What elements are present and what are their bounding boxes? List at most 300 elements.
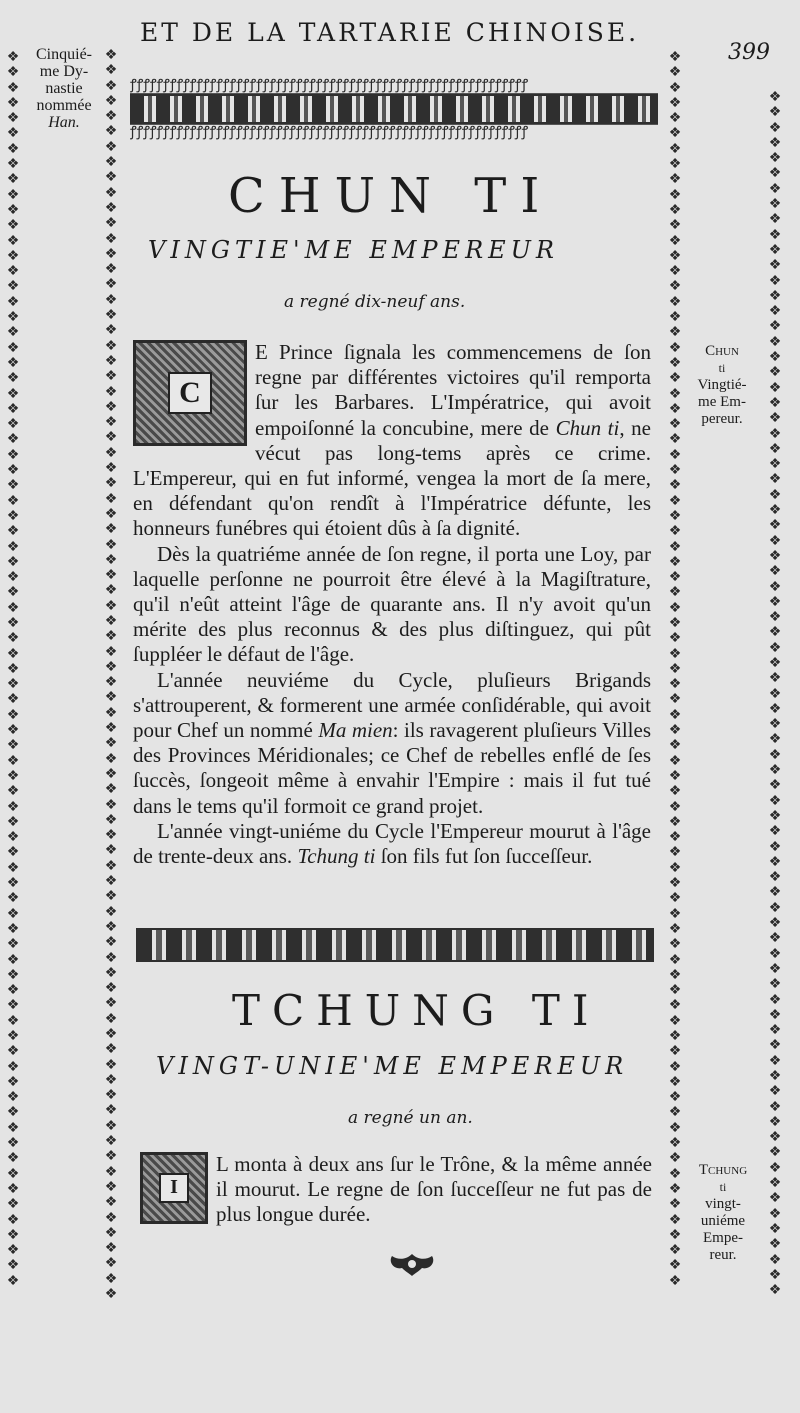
border-ornament-icon: ❖ [768,517,782,534]
border-ornament-icon: ❖ [6,507,20,524]
border-ornament-icon: ❖ [768,440,782,457]
border-ornament-icon: ❖ [668,1058,682,1075]
border-ornament-icon: ❖ [668,1165,682,1182]
border-ornament-icon: ❖ [668,232,682,249]
border-ornament-icon: ❖ [104,429,118,446]
border-ornament-icon: ❖ [6,263,20,280]
border-ornament-icon: ❖ [104,873,118,890]
border-ornament-icon: ❖ [104,1178,118,1195]
border-ornament-icon: ❖ [6,951,20,968]
paragraph-5: I L monta à deux ans ſur le Trône, & la même année il mourut. Le regne de ſon ſucceſſeur ne fut pas de plus longue durée. [140,1152,652,1228]
border-ornament-icon: ❖ [668,645,682,662]
ornamental-border-left-outer [6,50,20,1300]
border-ornament-icon: ❖ [668,1257,682,1274]
border-ornament-icon: ❖ [668,431,682,448]
border-ornament-icon: ❖ [6,752,20,769]
border-ornament-icon: ❖ [668,844,682,861]
border-ornament-icon: ❖ [768,869,782,886]
border-ornament-icon: ❖ [768,685,782,702]
border-ornament-icon: ❖ [768,134,782,151]
border-ornament-icon: ❖ [6,324,20,341]
border-ornament-icon: ❖ [6,1272,20,1289]
border-ornament-icon: ❖ [668,400,682,417]
border-ornament-icon: ❖ [668,79,682,96]
border-ornament-icon: ❖ [6,171,20,188]
border-ornament-icon: ❖ [768,731,782,748]
border-ornament-icon: ❖ [668,752,682,769]
border-ornament-icon: ❖ [104,108,118,125]
border-ornament-icon: ❖ [668,523,682,540]
border-ornament-icon: ❖ [6,1089,20,1106]
border-ornament-icon: ❖ [104,62,118,79]
border-ornament-icon: ❖ [104,215,118,232]
border-ornament-icon: ❖ [668,614,682,631]
border-ornament-icon: ❖ [668,263,682,280]
border-ornament-icon: ❖ [6,50,20,65]
border-ornament-icon: ❖ [668,875,682,892]
border-ornament-icon: ❖ [104,765,118,782]
border-ornament-icon: ❖ [668,492,682,509]
border-ornament-icon: ❖ [104,383,118,400]
border-ornament-icon: ❖ [668,1150,682,1167]
border-ornament-icon: ❖ [6,1058,20,1075]
border-ornament-icon: ❖ [104,352,118,369]
reign-duration-2: a regné un an. [348,1108,473,1128]
drop-cap-i: I [140,1152,208,1224]
border-ornament-icon: ❖ [768,609,782,626]
border-ornament-icon: ❖ [6,140,20,157]
ornamental-border-right-inner [668,50,682,1300]
border-ornament-icon: ❖ [768,1144,782,1161]
border-ornament-icon: ❖ [768,226,782,243]
border-ornament-icon: ❖ [668,1012,682,1029]
paragraph-3: L'année neuviéme du Cycle, pluſieurs Brigands s'attrouperent, & formerent une armée conſidérable, qui avoit pour Chef un nommé Ma mien: ils ravagerent pluſieurs Villes des Provinces Méridionales; ce Chef de rebelles enflé de ſes ſuccès, ſongeoit même à envahir l'Empire : mais il fut tué dans le tems qu'il formoit ce grand projet. [133,667,651,818]
border-ornament-icon: ❖ [6,936,20,953]
border-ornament-icon: ❖ [768,119,782,136]
border-ornament-icon: ❖ [6,1012,20,1029]
border-ornament-icon: ❖ [104,92,118,109]
border-ornament-icon: ❖ [668,966,682,983]
border-ornament-icon: ❖ [6,217,20,234]
border-ornament-icon: ❖ [668,722,682,739]
border-ornament-icon: ❖ [104,169,118,186]
border-ornament-icon: ❖ [768,257,782,274]
border-ornament-icon: ❖ [768,272,782,289]
drop-cap-c: C [133,340,247,446]
border-ornament-icon: ❖ [668,997,682,1014]
border-ornament-icon: ❖ [104,949,118,966]
border-ornament-icon: ❖ [104,674,118,691]
border-ornament-icon: ❖ [768,318,782,335]
border-ornament-icon: ❖ [768,180,782,197]
border-ornament-icon: ❖ [668,94,682,111]
name-tchung-ti: Tchung ti [297,844,376,869]
name-ma-mien: Ma mien [318,718,393,743]
border-ornament-icon: ❖ [668,783,682,800]
border-ornament-icon: ❖ [104,796,118,813]
border-ornament-icon: ❖ [668,156,682,173]
border-ornament-icon: ❖ [668,706,682,723]
border-ornament-icon: ❖ [104,689,118,706]
ornamental-border-right-outer [768,90,782,1305]
border-ornament-icon: ❖ [668,446,682,463]
border-ornament-icon: ❖ [768,762,782,779]
border-ornament-icon: ❖ [668,569,682,586]
border-ornament-icon: ❖ [104,704,118,721]
border-ornament-icon: ❖ [668,951,682,968]
border-ornament-icon: ❖ [104,781,118,798]
border-ornament-icon: ❖ [104,230,118,247]
border-ornament-icon: ❖ [668,1135,682,1152]
border-ornament-icon: ❖ [6,660,20,677]
border-ornament-icon: ❖ [768,792,782,809]
border-ornament-icon: ❖ [6,538,20,555]
border-ornament-icon: ❖ [768,746,782,763]
border-ornament-icon: ❖ [104,903,118,920]
section-title-tchung-ti: TCHUNG TI [232,986,601,1035]
border-ornament-icon: ❖ [6,737,20,754]
border-ornament-icon: ❖ [668,660,682,677]
border-ornament-icon: ❖ [768,1098,782,1115]
border-ornament-icon: ❖ [768,1266,782,1283]
border-ornament-icon: ❖ [768,547,782,564]
border-ornament-icon: ❖ [768,639,782,656]
border-ornament-icon: ❖ [668,110,682,127]
border-ornament-icon: ❖ [668,1028,682,1044]
margin-note-tchung-ti: Tchung ti vingt- uniéme Empe- reur. [698,1162,748,1263]
border-ornament-icon: ❖ [768,241,782,258]
border-ornament-icon: ❖ [6,722,20,739]
border-ornament-icon: ❖ [104,1240,118,1257]
border-ornament-icon: ❖ [768,502,782,519]
border-ornament-icon: ❖ [6,477,20,494]
border-ornament-icon: ❖ [6,416,20,433]
border-ornament-icon: ❖ [768,1129,782,1146]
border-ornament-icon: ❖ [768,196,782,213]
name-chun-ti: Chun ti [555,415,620,440]
border-ornament-icon: ❖ [104,368,118,385]
border-ornament-icon: ❖ [668,140,682,157]
border-ornament-icon: ❖ [6,813,20,830]
border-ornament-icon: ❖ [668,416,682,433]
border-ornament-icon: ❖ [104,612,118,629]
border-ornament-icon: ❖ [768,807,782,824]
border-ornament-icon: ❖ [668,1272,682,1289]
border-ornament-icon: ❖ [768,823,782,840]
border-ornament-icon: ❖ [768,90,782,105]
border-ornament-icon: ❖ [668,1242,682,1259]
border-ornament-icon: ❖ [104,444,118,461]
border-ornament-icon: ❖ [768,930,782,947]
border-ornament-icon: ❖ [768,777,782,794]
border-ornament-icon: ❖ [104,1026,118,1042]
border-ornament-icon: ❖ [6,1104,20,1121]
border-ornament-icon: ❖ [6,1242,20,1259]
border-ornament-icon: ❖ [768,976,782,993]
border-ornament-icon: ❖ [104,582,118,599]
border-ornament-icon: ❖ [668,982,682,999]
border-ornament-icon: ❖ [768,333,782,350]
border-ornament-icon: ❖ [668,278,682,295]
border-ornament-icon: ❖ [668,737,682,754]
border-ornament-icon: ❖ [6,1043,20,1060]
border-ornament-icon: ❖ [668,798,682,815]
border-ornament-icon: ❖ [668,1104,682,1121]
border-ornament-icon: ❖ [768,700,782,717]
border-ornament-icon: ❖ [6,1257,20,1274]
border-ornament-icon: ❖ [668,920,682,937]
border-ornament-icon: ❖ [768,1175,782,1192]
border-ornament-icon: ❖ [668,767,682,784]
border-ornament-icon: ❖ [104,934,118,951]
border-ornament-icon: ❖ [768,960,782,977]
border-ornament-icon: ❖ [668,905,682,922]
border-ornament-icon: ❖ [6,1150,20,1167]
border-ornament-icon: ❖ [768,884,782,901]
border-ornament-icon: ❖ [668,859,682,876]
border-ornament-icon: ❖ [104,643,118,660]
border-ornament-icon: ❖ [104,77,118,94]
section-subtitle-2: VINGT-UNIE'ME EMPEREUR [156,1052,629,1080]
border-ornament-icon: ❖ [104,735,118,752]
border-ornament-icon: ❖ [6,630,20,647]
border-ornament-icon: ❖ [104,521,118,538]
border-ornament-icon: ❖ [104,1102,118,1119]
border-ornament-icon: ❖ [668,217,682,234]
border-ornament-icon: ❖ [6,691,20,708]
border-ornament-icon: ❖ [768,670,782,687]
border-ornament-icon: ❖ [6,1211,20,1228]
border-ornament-icon: ❖ [104,750,118,767]
border-ornament-icon: ❖ [768,1205,782,1222]
border-ornament-icon: ❖ [768,991,782,1008]
border-ornament-icon: ❖ [6,569,20,586]
border-ornament-icon: ❖ [668,829,682,846]
border-ornament-icon: ❖ [768,1159,782,1176]
border-ornament-icon: ❖ [768,593,782,610]
border-ornament-icon: ❖ [6,94,20,111]
border-ornament-icon: ❖ [104,980,118,997]
border-ornament-icon: ❖ [768,1022,782,1039]
border-ornament-icon: ❖ [6,523,20,540]
border-ornament-icon: ❖ [104,597,118,614]
border-ornament-icon: ❖ [104,199,118,216]
border-ornament-icon: ❖ [6,64,20,81]
border-ornament-icon: ❖ [768,899,782,916]
border-ornament-icon: ❖ [768,1006,782,1023]
border-ornament-icon: ❖ [668,186,682,203]
border-ornament-icon: ❖ [104,567,118,584]
border-ornament-icon: ❖ [6,706,20,723]
border-ornament-icon: ❖ [768,1251,782,1268]
border-ornament-icon: ❖ [668,324,682,341]
section2-body [140,1152,652,1228]
border-ornament-icon: ❖ [6,110,20,127]
section1-body [133,340,651,869]
margin-note-chun-ti: Chun ti Vingtié- me Em- pereur. [697,343,747,427]
border-ornament-icon: ❖ [768,349,782,366]
border-ornament-icon: ❖ [6,1196,20,1213]
border-ornament-icon: ❖ [768,303,782,320]
border-ornament-icon: ❖ [6,920,20,937]
border-ornament-icon: ❖ [6,1028,20,1044]
border-ornament-icon: ❖ [668,630,682,647]
border-ornament-icon: ❖ [768,1068,782,1084]
border-ornament-icon: ❖ [768,1236,782,1253]
border-ornament-icon: ❖ [6,905,20,922]
border-ornament-icon: ❖ [768,486,782,503]
border-ornament-icon: ❖ [668,936,682,953]
border-ornament-icon: ❖ [6,1180,20,1197]
tailpiece-fleuron-icon [384,1250,440,1284]
border-ornament-icon: ❖ [104,48,118,63]
border-ornament-icon: ❖ [104,1010,118,1027]
border-ornament-icon: ❖ [104,918,118,935]
headpiece-ornament: ꝭꝭꝭꝭꝭꝭꝭꝭꝭꝭꝭꝭꝭꝭꝭꝭꝭꝭꝭꝭꝭꝭꝭꝭꝭꝭꝭꝭꝭꝭꝭꝭꝭꝭꝭꝭꝭꝭꝭꝭꝭꝭꝭꝭꝭꝭꝭꝭꝭꝭꝭꝭꝭꝭꝭꝭꝭꝭꝭꝭ ꝭꝭꝭꝭꝭꝭꝭꝭꝭꝭꝭꝭꝭꝭꝭꝭꝭꝭꝭꝭꝭꝭꝭꝭꝭꝭꝭꝭꝭꝭꝭꝭꝭꝭꝭꝭꝭꝭꝭꝭꝭꝭꝭꝭꝭꝭꝭꝭꝭꝭꝭꝭꝭꝭꝭꝭꝭꝭꝭꝭ [130,78,658,140]
border-ornament-icon: ❖ [104,720,118,737]
border-ornament-icon: ❖ [6,462,20,479]
border-ornament-icon: ❖ [104,1041,118,1058]
border-ornament-icon: ❖ [768,394,782,411]
border-ornament-icon: ❖ [768,945,782,962]
border-ornament-icon: ❖ [668,125,682,142]
border-ornament-icon: ❖ [6,79,20,96]
border-ornament-icon: ❖ [768,287,782,304]
border-ornament-icon: ❖ [6,354,20,371]
border-ornament-icon: ❖ [104,658,118,675]
border-ornament-icon: ❖ [768,578,782,595]
border-ornament-icon: ❖ [104,1194,118,1211]
border-ornament-icon: ❖ [768,104,782,121]
border-ornament-icon: ❖ [104,1087,118,1104]
border-ornament-icon: ❖ [668,247,682,264]
border-ornament-icon: ❖ [768,425,782,442]
margin-note-dynasty: Cinquié- me Dy- nastie nommée Han. [36,46,92,131]
border-ornament-icon: ❖ [6,553,20,570]
border-ornament-icon: ❖ [668,50,682,65]
border-ornament-icon: ❖ [6,584,20,601]
border-ornament-icon: ❖ [668,64,682,81]
border-ornament-icon: ❖ [668,676,682,693]
border-ornament-icon: ❖ [768,471,782,488]
border-ornament-icon: ❖ [104,1163,118,1180]
border-ornament-icon: ❖ [768,654,782,671]
border-ornament-icon: ❖ [104,1148,118,1165]
border-ornament-icon: ❖ [668,1119,682,1136]
border-ornament-icon: ❖ [668,1226,682,1243]
border-ornament-icon: ❖ [768,915,782,932]
border-ornament-icon: ❖ [668,1073,682,1090]
border-ornament-icon: ❖ [668,370,682,387]
border-ornament-icon: ❖ [668,890,682,907]
border-ornament-icon: ❖ [768,456,782,473]
border-ornament-icon: ❖ [104,964,118,981]
border-ornament-icon: ❖ [668,171,682,188]
border-ornament-icon: ❖ [6,156,20,173]
border-ornament-icon: ❖ [104,475,118,492]
border-ornament-icon: ❖ [6,1226,20,1243]
border-ornament-icon: ❖ [104,505,118,522]
border-ornament-icon: ❖ [768,410,782,427]
border-ornament-icon: ❖ [104,414,118,431]
border-ornament-icon: ❖ [668,1196,682,1213]
border-ornament-icon: ❖ [104,1270,118,1287]
border-ornament-icon: ❖ [668,293,682,310]
border-ornament-icon: ❖ [104,184,118,201]
border-ornament-icon: ❖ [104,245,118,262]
border-ornament-icon: ❖ [104,460,118,477]
border-ornament-icon: ❖ [768,624,782,641]
border-ornament-icon: ❖ [104,551,118,568]
paragraph-2: Dès la quatriéme année de ſon regne, il porta une Loy, par laquelle perſonne ne pourroit être élevé à la Magiſtrature, qu'il n'eût atteint l'âge de quarante ans. Il n'y avoit qu'un mérite des plus reconnus & des plus diſtinguez, qui pût ſuppléer le défaut de l'âge. [133,541,651,667]
border-ornament-icon: ❖ [668,553,682,570]
border-ornament-icon: ❖ [104,322,118,339]
ornament-band-middle [136,928,654,962]
border-ornament-icon: ❖ [768,1282,782,1299]
border-ornament-icon: ❖ [104,995,118,1012]
border-ornament-icon: ❖ [6,599,20,616]
border-ornament-icon: ❖ [104,123,118,140]
border-ornament-icon: ❖ [6,997,20,1014]
border-ornament-icon: ❖ [668,339,682,356]
border-ornament-icon: ❖ [768,364,782,381]
border-ornament-icon: ❖ [768,563,782,580]
running-header: ET DE LA TARTARIE CHINOISE. [140,18,640,47]
border-ornament-icon: ❖ [6,1119,20,1136]
border-ornament-icon: ❖ [768,1052,782,1069]
border-ornament-icon: ❖ [104,1255,118,1272]
section-subtitle-1: VINGTIE'ME EMPEREUR [148,236,559,264]
border-ornament-icon: ❖ [768,1083,782,1100]
border-ornament-icon: ❖ [6,966,20,983]
border-ornament-icon: ❖ [104,291,118,308]
border-ornament-icon: ❖ [6,982,20,999]
border-ornament-icon: ❖ [6,186,20,203]
border-ornament-icon: ❖ [6,844,20,861]
border-ornament-icon: ❖ [768,853,782,870]
border-ornament-icon: ❖ [768,165,782,182]
border-ornament-icon: ❖ [104,1224,118,1241]
border-ornament-icon: ❖ [6,278,20,295]
border-ornament-icon: ❖ [768,532,782,549]
border-ornament-icon: ❖ [6,446,20,463]
border-ornament-icon: ❖ [668,538,682,555]
border-ornament-icon: ❖ [6,1165,20,1182]
border-ornament-icon: ❖ [6,614,20,631]
border-ornament-icon: ❖ [104,888,118,905]
border-ornament-icon: ❖ [104,337,118,354]
border-ornament-icon: ❖ [668,1089,682,1106]
border-ornament-icon: ❖ [104,1286,118,1303]
paragraph-4: L'année vingt-uniéme du Cycle l'Empereur mourut à l'âge de trente-deux ans. Tchung ti ſon fils fut ſon ſucceſſeur. [133,818,651,869]
border-ornament-icon: ❖ [6,829,20,846]
border-ornament-icon: ❖ [6,293,20,310]
border-ornament-icon: ❖ [668,385,682,402]
border-ornament-icon: ❖ [104,276,118,293]
border-ornament-icon: ❖ [104,857,118,874]
border-ornament-icon: ❖ [6,201,20,218]
border-ornament-icon: ❖ [6,767,20,784]
border-ornament-icon: ❖ [104,138,118,155]
ornamental-border-left-inner [104,48,118,1313]
border-ornament-icon: ❖ [104,628,118,645]
border-ornament-icon: ❖ [668,1043,682,1060]
border-ornament-icon: ❖ [6,370,20,387]
paragraph-1: C E Prince ſignala les commencemens de ſon regne par différentes victoires qu'il remporta ſur les Barbares. L'Impératrice, qui avoit empoiſonné la concubine, mere de Chun ti, ne vécut pas long-tems après ce crime. L'Empereur, qui en fut informé, vengea la mort de ſa mere, en défendant qu'on rendît à l'Impératrice défunte, les honneurs funébres qui étoient dûs à ſa dignité. [133,340,651,541]
border-ornament-icon: ❖ [104,307,118,324]
border-ornament-icon: ❖ [104,536,118,553]
border-ornament-icon: ❖ [6,232,20,249]
